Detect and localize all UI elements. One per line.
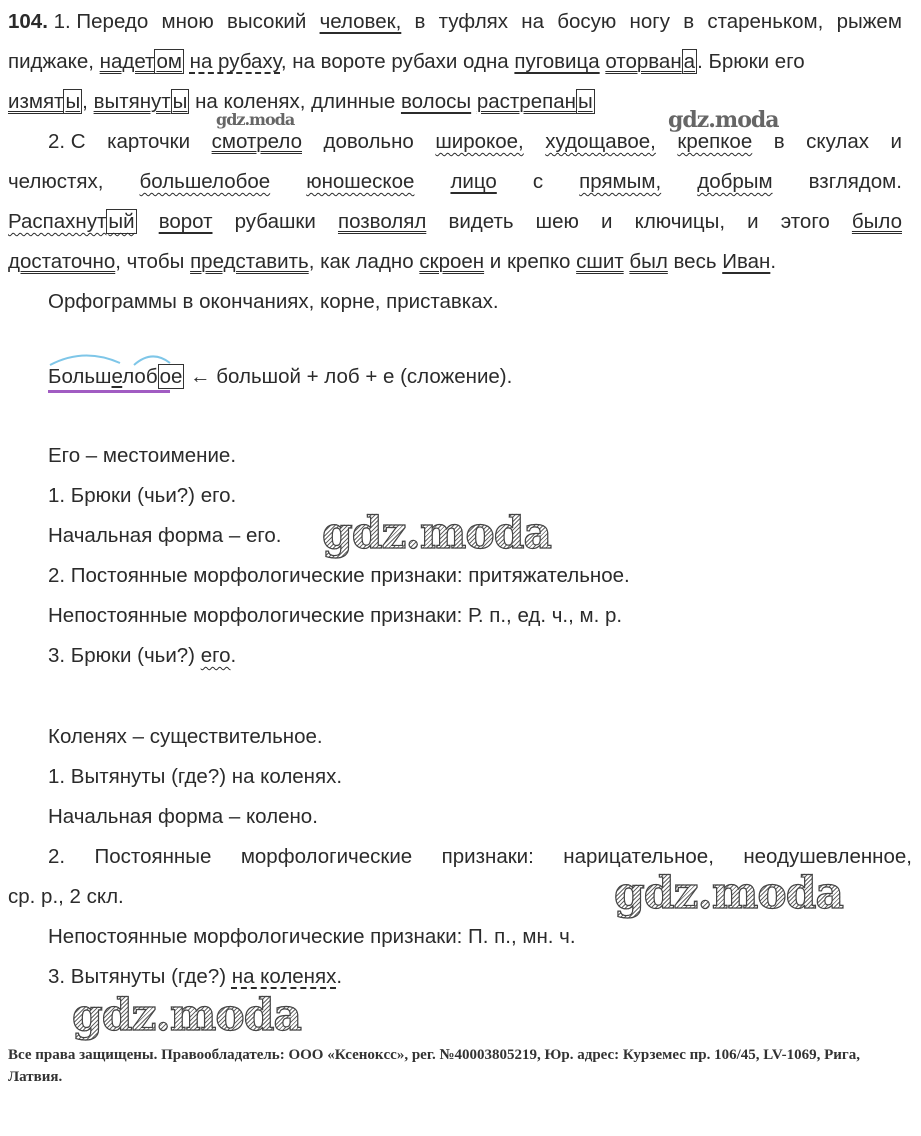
analysis1-line1: 1. Брюки (чьи?) его.: [48, 484, 237, 507]
analysis2-title: Коленях – существительное.: [48, 725, 323, 748]
watermark: gdz.moda: [216, 110, 295, 129]
p2-line3: Распахнутый ворот рубашки позволял видеть шею и ключицы, и этого было: [8, 210, 902, 233]
p1-line3: измяты, вытянуты на коленях, длинные волосы растрепаны: [8, 90, 593, 113]
analysis2-line4: Непостоянные морфологические признаки: П. п., мн. ч.: [48, 925, 576, 948]
p1-line1: 104. 1. Передо мною высокий человек, в туфлях на босую ногу в стареньком, рыжем: [8, 10, 902, 33]
watermark: gdz.moda: [72, 990, 302, 1041]
analysis2-line5: 3. Вытянуты (где?) на коленях.: [48, 965, 343, 988]
analysis1-line3: 2. Постоянные морфологические признаки: притяжательное.: [48, 564, 630, 587]
watermark: gdz.moda: [668, 107, 779, 133]
analysis1-title: Его – местоимение.: [48, 444, 237, 467]
analysis1-line5: 3. Брюки (чьи?) его.: [48, 644, 237, 667]
ending-box: ом: [156, 50, 182, 73]
analysis1-line4: Непостоянные морфологические признаки: Р. п., ед. ч., м. р.: [48, 604, 623, 627]
exercise-number: 104.: [8, 10, 48, 33]
morpheme-word: Большелобое: [48, 365, 184, 389]
ending-box: ы: [172, 90, 188, 113]
watermark: gdz.moda: [322, 508, 552, 559]
analysis2-line2: Начальная форма – колено.: [48, 805, 318, 828]
copyright-footer: Все права защищены. Правообладатель: ООО «Ксенокcс», рег. №40003805219, Юр. адрес: Курземес пр. 106/45, LV-1069, Рига, Латвия.: [8, 1047, 860, 1085]
ending-box: ое: [159, 365, 183, 388]
analysis2-line1: 1. Вытянуты (где?) на коленях.: [48, 765, 343, 788]
orthograms-note: Орфограммы в окончаниях, корне, приставках.: [48, 290, 499, 313]
ending-box: а: [683, 50, 696, 73]
ending-box: ы: [577, 90, 593, 113]
analysis2-line3: 2. Постоянные морфологические признаки: нарицательное, неодушевленное,: [48, 845, 912, 868]
ending-box: ый: [108, 210, 135, 233]
word-subject: человек,: [319, 10, 402, 33]
p2-line2: челюстях, большелобое юношеское лицо с прямым, добрым взглядом.: [8, 170, 902, 193]
analysis1-line2: Начальная форма – его.: [48, 524, 282, 547]
root-arcs: [48, 351, 178, 367]
connecting-vowel: е: [111, 365, 123, 388]
analysis2-line3-cont: ср. р., 2 скл.: [8, 885, 124, 908]
p2-line1: 2. С карточки смотрело довольно широкое, худощавое, крепкое в скулах и: [48, 130, 902, 153]
stem-underline: [48, 390, 170, 393]
ending-box: ы: [65, 90, 81, 113]
p1-line2: пиджаке, надетом на рубаху, на вороте рубахи одна пуговица оторвана. Брюки его: [8, 50, 805, 73]
composite-word-analysis: Большелобое ← большой + лоб + е (сложение).: [48, 365, 512, 389]
watermark: gdz.moda: [614, 868, 844, 919]
p2-line4: достаточно, чтобы представить, как ладно скроен и крепко сшит был весь Иван.: [8, 250, 777, 273]
